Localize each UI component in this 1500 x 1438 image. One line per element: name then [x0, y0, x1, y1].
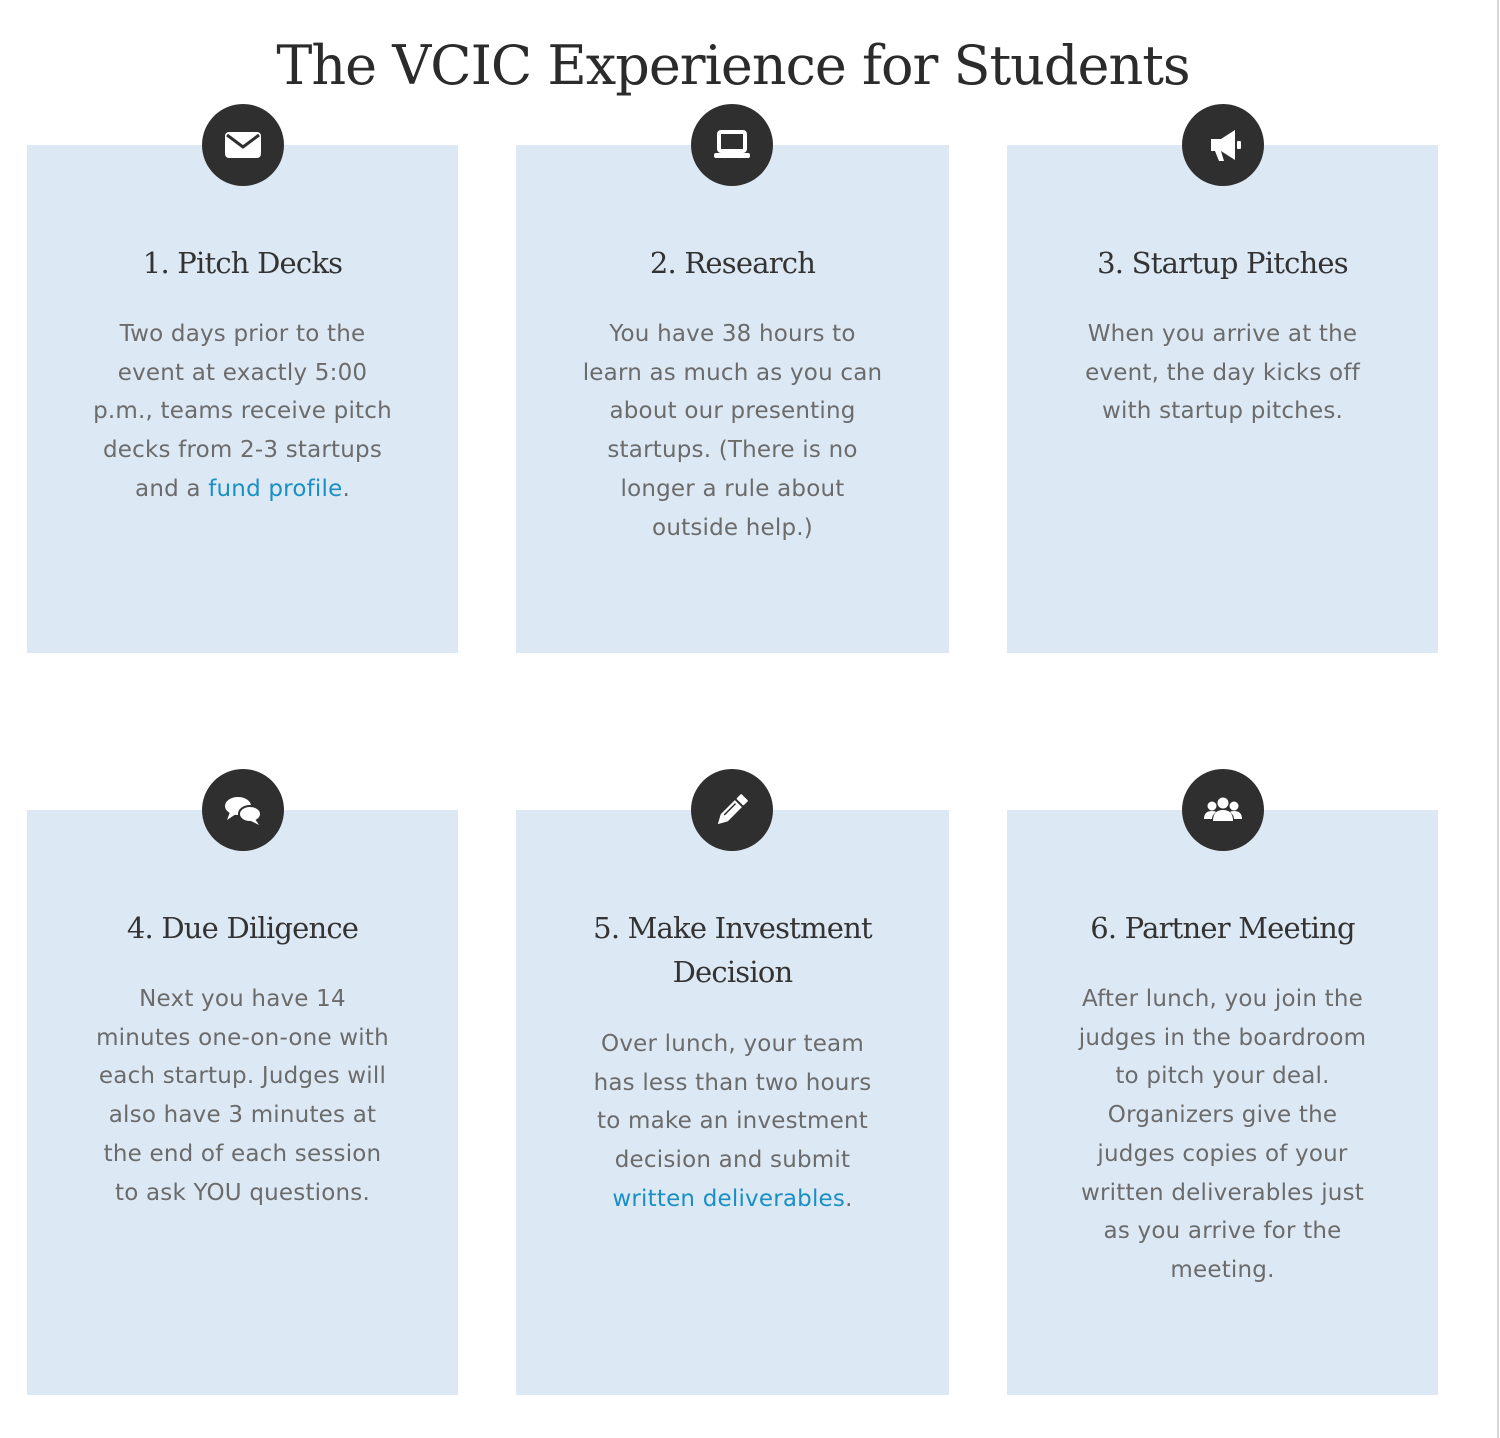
- group-icon: [1201, 788, 1245, 832]
- page-edge-divider: [1497, 0, 1499, 1438]
- megaphone-icon-circle: [1182, 104, 1264, 186]
- card-title: 1. Pitch Decks: [142, 246, 343, 280]
- chat-bubbles-icon-circle: [202, 769, 284, 851]
- envelope-icon-circle: [202, 104, 284, 186]
- card-description: [93, 315, 392, 509]
- card-description-text: You have 38 hours to learn as much as you can about our presenting startups. (There is no longer a rule about outside help.): [582, 321, 883, 541]
- megaphone-icon: [1201, 123, 1245, 167]
- card-title: 6. Partner Meeting: [1090, 911, 1355, 945]
- card-title: 5. Make Investment Decision: [593, 911, 872, 989]
- card-description: [582, 315, 883, 547]
- card-description-text: Next you have 14 minutes one-on-one with each startup. Judges will also have 3 minutes at the end of each session to ask YOU questions.: [96, 986, 389, 1206]
- fund-profile-link[interactable]: fund profile: [208, 475, 343, 502]
- chat-bubbles-icon: [221, 788, 265, 832]
- card-description-end: .: [342, 475, 350, 502]
- laptop-icon-circle: [691, 104, 773, 186]
- card-title: 4. Due Diligence: [126, 911, 359, 945]
- card-title: 2. Research: [649, 246, 816, 280]
- card-description-text: After lunch, you join the judges in the boardroom to pitch your deal. Organizers give the judges copies of your written deliverables just as you arrive for the meeting.: [1078, 986, 1367, 1283]
- card-description: [1073, 315, 1372, 431]
- page-title: The VCIC Experience for Students: [276, 34, 1190, 97]
- pencil-icon-circle: [691, 769, 773, 851]
- card-description: [93, 980, 392, 1212]
- group-icon-circle: [1182, 769, 1264, 851]
- card-description: [1073, 980, 1372, 1290]
- card-description-text: Two days prior to the event at exactly 5:00 p.m., teams receive pitch decks from 2-3 startups and a: [93, 321, 392, 502]
- card-title: 3. Startup Pitches: [1097, 246, 1348, 280]
- card-description-end: .: [845, 1185, 853, 1212]
- card-description-text: When you arrive at the event, the day kicks off with startup pitches.: [1085, 321, 1360, 425]
- written-deliverables-link[interactable]: written deliverables: [612, 1185, 846, 1212]
- laptop-icon: [710, 123, 754, 167]
- card-description: [582, 1025, 883, 1219]
- envelope-icon: [221, 123, 265, 167]
- pencil-icon: [710, 788, 754, 832]
- card-description-text: Over lunch, your team has less than two hours to make an investment decision and submit: [593, 1031, 872, 1174]
